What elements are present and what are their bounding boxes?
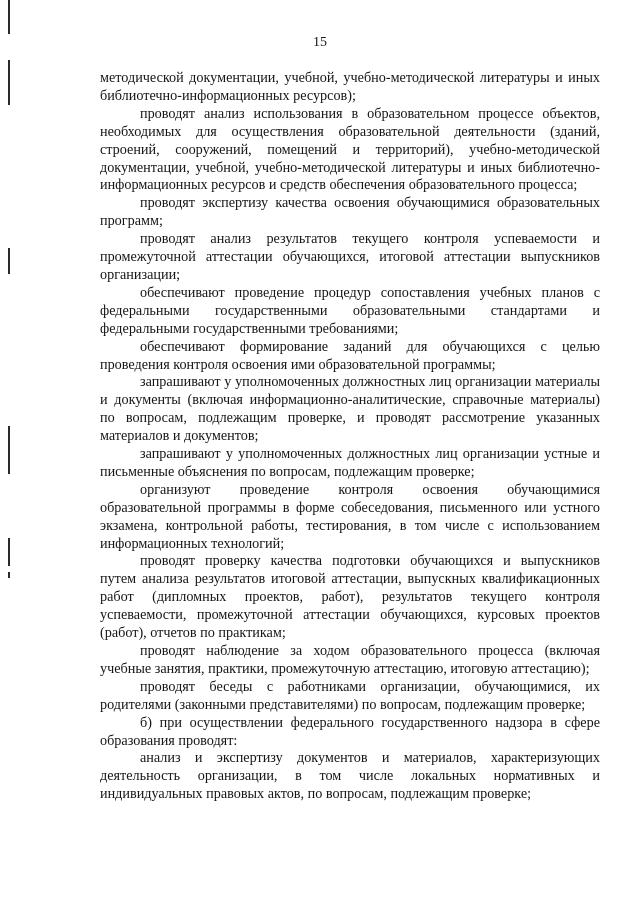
- document-body: [100, 70, 600, 804]
- scan-mark-4: [8, 426, 10, 474]
- paragraph: проводят наблюдение за ходом образовательного процесса (включая учебные занятия, практики, промежуточную аттестацию, итоговую аттестацию);: [100, 643, 600, 677]
- scan-mark-1: [8, 0, 10, 34]
- scan-mark-3: [8, 248, 10, 274]
- scan-mark-6: [8, 572, 10, 578]
- page-number: 15: [313, 35, 327, 50]
- paragraph: обеспечивают формирование заданий для обучающихся с целью проведения контроля освоения ими образовательной программы;: [100, 338, 600, 373]
- paragraph: проводят проверку качества подготовки обучающихся и выпускников путем анализа результатов итоговой аттестации, выпускных квалификационных работ (дипломных проектов, работ), результатов текущего контроля успеваемости, промежуточной аттестации обучающихся, курсовых проектов (работ), отчетов по практикам;: [100, 553, 600, 642]
- paragraph: проводят анализ результатов текущего контроля успеваемости и промежуточной аттестации обучающихся, итоговой аттестации выпускников организации;: [100, 231, 600, 283]
- paragraph: методической документации, учебной, учебно-методической литературы и иных библиотечно-информационных ресурсов);: [100, 70, 600, 104]
- paragraph: проводят экспертизу качества освоения обучающимися образовательных программ;: [100, 195, 600, 230]
- paragraph: запрашивают у уполномоченных должностных лиц организации устные и письменные объяснения по вопросам, подлежащим проверке;: [100, 446, 600, 480]
- paragraph: запрашивают у уполномоченных должностных лиц организации материалы и документы (включая информационно-аналитические, справочные материалы) по вопросам, подлежащим проверке, и проводят рассмотрение указанных материалов и документов;: [100, 374, 600, 445]
- paragraph: б) при осуществлении федерального государственного надзора в сфере образования проводят:: [100, 714, 600, 749]
- paragraph: обеспечивают проведение процедур сопоставления учебных планов с федеральными государственными образовательными стандартами и федеральными государственными требованиями;: [100, 284, 600, 337]
- paragraph: проводят беседы с работниками организации, обучающимися, их родителями (законными представителями) по вопросам, подлежащим проверке;: [100, 678, 600, 713]
- paragraph: анализ и экспертизу документов и материалов, характеризующих деятельность организации, в том числе локальных нормативных и индивидуальных правовых актов, по вопросам, подлежащим проверке;: [100, 750, 600, 803]
- scan-mark-5: [8, 538, 10, 566]
- paragraph: проводят анализ использования в образовательном процессе объектов, необходимых для осуществления образовательной деятельности (зданий, строений, сооружений, помещений и территорий), учебно-методической документации, учебной, учебно-методической литературы и иных библиотечно-информационных ресурсов и средств обеспечения образовательного процесса;: [100, 105, 600, 194]
- paragraph: организуют проведение контроля освоения обучающимися образовательной программы в форме собеседования, письменного или устного экзамена, контрольной работы, тестирования, в том числе с использованием информационных технологий;: [100, 481, 600, 552]
- scan-mark-2: [8, 60, 10, 105]
